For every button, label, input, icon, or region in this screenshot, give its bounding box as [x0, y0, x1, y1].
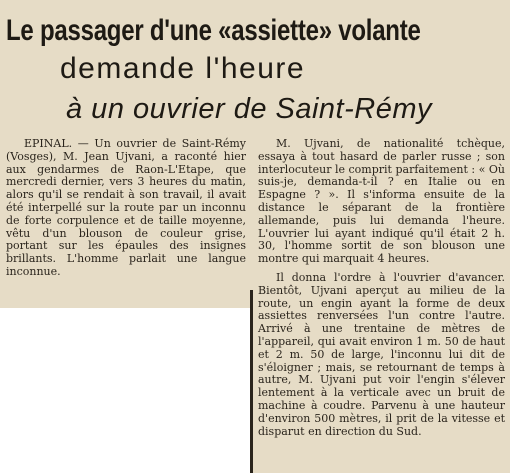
article-paragraph-1: EPINAL. — Un ouvrier de Saint-Rémy (Vosges), M. Jean Ujvani, a raconté hier aux gendarmes de Raon-L'Etape, que mercredi dernier, vers 3 heures du matin, alors qu'il se rendait à son travail, il avait été interpellé sur la route par un inconnu de forte corpulence et de taille moyenne, vêtu d'un blouson de couleur grise, portant sur les épaules des insignes brillants. L'homme parlait une langue inconnue. — [6, 137, 246, 278]
article-paragraph-2: M. Ujvani, de nationalité tchèque, essaya à tout hasard de parler russe ; son interlocuteur le comprit parfaitement : « Où suis-je, demanda-t-il ? en Italie ou en Espagne ? ». Il s'informa ensuite de la distance le séparant de la frontière allemande, puis lui demanda l'heure. L'ouvrier lui ayant indiqué qu'il était 2 h. 30, l'homme sortit de son blouson une montre qui marquait 4 heures. — [258, 137, 505, 266]
headline-line-1: Le passager d'une «assiette» volante — [6, 14, 421, 47]
column-rule — [250, 290, 253, 473]
article-left-column — [6, 138, 246, 279]
headline-line-3: à un ouvrier de Saint-Rémy — [66, 93, 432, 125]
article-paragraph-3: Il donna l'ordre à l'ouvrier d'avancer. Bientôt, Ujvani aperçut au milieu de la route, un engin ayant la forme de deux assiettes renversées l'un contre l'autre. Arrivé à une trentaine de mètres de l'appareil, qui avait environ 1 m. 50 de haut et 2 m. 50 de large, l'inconnu lui dit de s'éloigner ; mais, se retournant de temps à autre, M. Ujvani put voir l'engin s'élever lentement à la verticale avec un bruit de machine à coudre. Parvenu à une hauteur d'environ 500 mètres, il prit de la vitesse et disparut en direction du Sud. — [258, 270, 505, 438]
headline-line-2: demande l'heure — [60, 52, 306, 85]
article-right-column — [258, 138, 505, 438]
